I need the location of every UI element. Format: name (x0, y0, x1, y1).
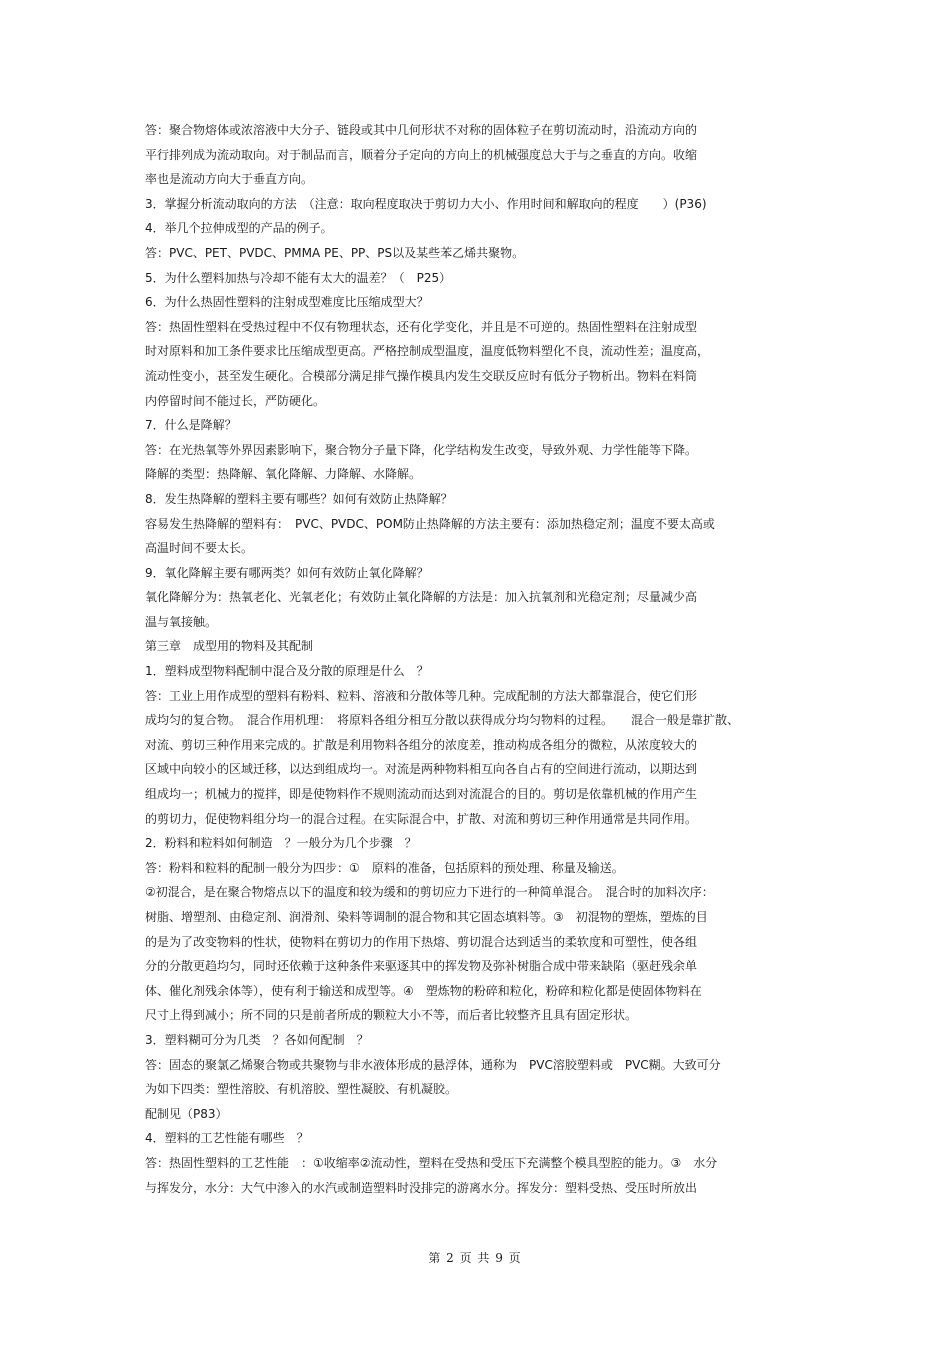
chapter-heading: 第三章 成型用的物料及其配制 (145, 639, 314, 654)
text-line: 成均匀的复合物。 混合作用机理： 将原料各组分相互分散以获得成分均匀物料的过程。 混合一般是靠扩散、 (145, 713, 740, 728)
text-line: 树脂、增塑剂、由稳定剂、润滑剂、染料等调制的混合物和其它固态填料等。③ 初混物的塑炼，塑炼的目 (145, 910, 708, 924)
text-line: 体、催化剂残余体等），使有利于输送和成型等。④ 塑炼物的粉碎和粒化，粉碎和粒化都是使固体物料在 (145, 983, 702, 998)
text-line: ②初混合，是在聚合物熔点以下的温度和较为缓和的剪切应力下进行的一种简单混合。 混合时的加料次序： (145, 885, 714, 900)
text-line: 尺寸上得到减小；所不同的只是前者所成的颗粒大小不等，而后者比较整齐且具有固定形状。 (145, 1008, 638, 1023)
page-footer: 第 2 页 共 9 页 (428, 1251, 522, 1265)
question-1: 1．塑料成型物料配制中混合及分散的原理是什么 ？ (145, 664, 429, 679)
question-7: 7．什么是降解？ (145, 418, 237, 433)
answer-7: 答：在光热氧等外界因素影响下，聚合物分子量下降，化学结构发生改变，导致外观、力学性能等下降。 (145, 442, 698, 457)
question-2: 2．粉料和粒料如何制造 ？一般分为几个步骤 ？ (145, 836, 417, 851)
text-line: 温与氧接触。 (145, 614, 218, 629)
text-line: 降解的类型：热降解、氧化降解、力降解、水降解。 (145, 467, 422, 482)
text-line: 组成均一；机械力的搅拌，即是使物料作不规则流动而达到对流混合的目的。剪切是依靠机械的作用产生 (145, 787, 698, 802)
answer-9: 氧化降解分为：热氧老化、光氧老化；有效防止氧化降解的方法是：加入抗氧剂和光稳定剂；尽量减少高 (145, 590, 698, 605)
answer-6: 答：热固性塑料在受热过程中不仅有物理状态，还有化学变化，并且是不可逆的。热固性塑料在注射成型 (145, 319, 698, 334)
text-line: 配制见（P83） (145, 1106, 228, 1121)
text-line: 区域中向较小的区域迁移，以达到组成均一。对流是两种物料相互向各自占有的空间进行流动，以期达到 (145, 762, 698, 777)
question-8: 8．发生热降解的塑料主要有哪些？如何有效防止热降解？ (145, 491, 453, 506)
question-4: 4．举几个拉伸成型的产品的例子。 (145, 221, 333, 236)
question-5: 5．为什么塑料加热与冷却不能有太大的温差？（ P25） (145, 270, 452, 285)
text-line: 高温时间不要太长。 (145, 541, 254, 556)
text-line: 为如下四类：塑性溶胶、有机溶胶、塑性凝胶、有机凝胶。 (145, 1082, 458, 1097)
text-line: 对流、剪切三种作用来完成的。扩散是利用物料各组分的浓度差，推动构成各组分的微粒，从浓度较大的 (145, 737, 698, 752)
question-4b: 4．塑料的工艺性能有哪些 ？ (145, 1131, 309, 1146)
text-line: 流动性变小，甚至发生硬化。合模部分满足排气操作模具内发生交联反应时有低分子物析出。物料在料筒 (145, 368, 698, 383)
text-line: 率也是流动方向大于垂直方向。 (145, 172, 314, 187)
text-line: 分的分散更趋均匀，同时还依赖于这种条件来驱逐其中的挥发物及弥补树脂合成中带来缺陷（驱赶残余单 (145, 959, 698, 974)
text-line: 时对原料和加工条件要求比压缩成型更高。严格控制成型温度，温度低物料塑化不良，流动性差；温度高， (145, 344, 710, 359)
text-line: 内停留时间不能过长，严防硬化。 (145, 393, 326, 408)
document-body (145, 118, 810, 1200)
answer-2: 答：粉料和粒料的配制一般分为四步：① 原料的准备，包括原料的预处理、称量及输送。 (145, 860, 624, 875)
answer-4b: 答：热固性塑料的工艺性能 ：①收缩率②流动性，塑料在受热和受压下充满整个模具型腔的能力。③ 水分 (145, 1155, 718, 1170)
text-line: 平行排列成为流动取向。对于制品而言，顺着分子定向的方向上的机械强度总大于与之垂直的方向。收缩 (145, 147, 698, 162)
question-9: 9．氧化降解主要有哪两类？如何有效防止氧化降解？ (145, 565, 429, 580)
question-3b: 3．塑料糊可分为几类 ？各如何配制 ？ (145, 1032, 369, 1047)
text-line: 答：聚合物熔体或浓溶液中大分子、链段或其中几何形状不对称的固体粒子在剪切流动时，沿流动方向的 (145, 123, 698, 137)
question-6: 6．为什么热固性塑料的注射成型难度比压缩成型大？ (145, 295, 429, 310)
text-line: 的剪切力，促使物料组分均一的混合过程。在实际混合中，扩散、对流和剪切三种作用通常是共同作用。 (145, 811, 698, 826)
text-line: 的是为了改变物料的性状，使物料在剪切力的作用下热熔、剪切混合达到适当的柔软度和可塑性，使各组 (145, 934, 698, 949)
answer-4: 答：PVC、PET、PVDC、PMMA PE、PP、PS以及某些苯乙烯共聚物。 (145, 245, 525, 260)
question-3: 3．掌握分析流动取向的方法 （注意：取向程度取决于剪切力大小、作用时间和解取向的程度 ）(P36) (145, 196, 707, 211)
text-line: 与挥发分，水分：大气中渗入的水汽或制造塑料时没排完的游离水分。挥发分：塑料受热、受压时所放出 (145, 1180, 698, 1195)
answer-3b: 答：固态的聚氯乙烯聚合物或共聚物与非水液体形成的悬浮体，通称为 PVC溶胶塑料或 PVC糊。大致可分 (145, 1057, 721, 1072)
answer-8: 容易发生热降解的塑料有： PVC、PVDC、POM防止热降解的方法主要有：添加热稳定剂；温度不要太高或 (145, 516, 715, 531)
answer-1: 答：工业上用作成型的塑料有粉料、粒料、溶液和分散体等几种。完成配制的方法大都靠混合，使它们形 (145, 688, 698, 703)
